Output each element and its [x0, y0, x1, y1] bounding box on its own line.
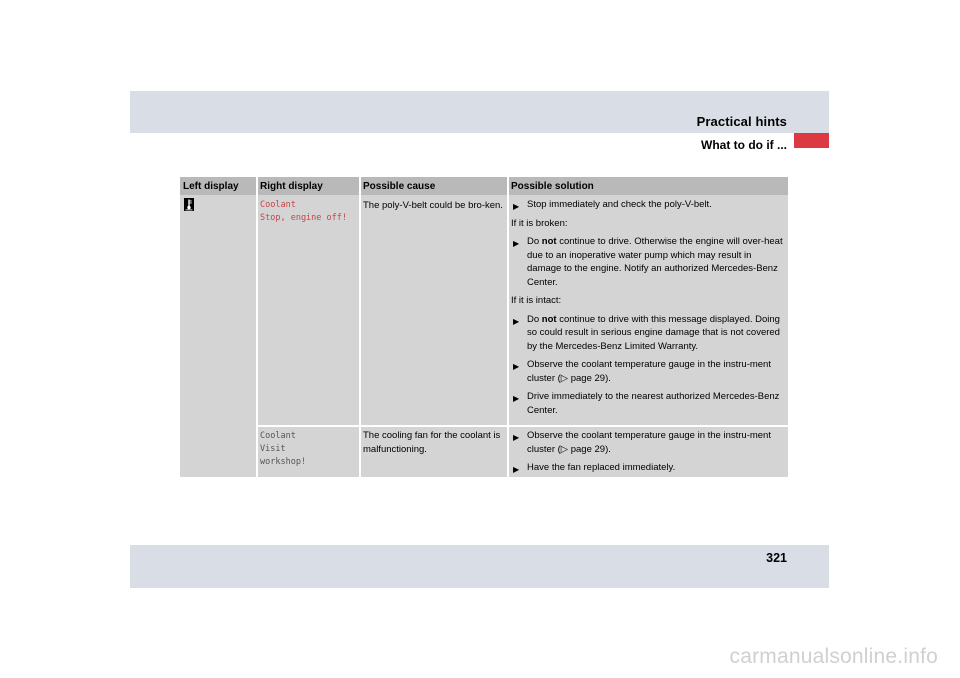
emphasis-text: not: [541, 313, 557, 325]
solution-text: If it is broken:: [511, 217, 568, 229]
solution-text: Stop immediately and check the poly-V-belt.: [527, 199, 712, 210]
column-divider: [256, 177, 258, 477]
coolant-messages-table: [180, 177, 788, 477]
possible-cause-fan: The cooling fan for the coolant is malfunctioning.: [363, 430, 501, 455]
column-header-left-display: Left display: [183, 181, 239, 192]
column-header-possible-cause: Possible cause: [363, 181, 436, 192]
column-divider: [359, 177, 361, 477]
column-header-right-display: Right display: [260, 181, 323, 192]
display-line: Visit: [260, 444, 286, 454]
watermark-text: carmanualsonline.info: [729, 645, 938, 668]
table-header-row: [180, 177, 788, 195]
page-number: 321: [766, 551, 787, 565]
solution-condition: [511, 217, 786, 231]
solution-text: If it is intact:: [511, 295, 562, 306]
solution-text: continue to drive with this message displayed. Doing so could result in serious engine damage that is not covered by the Mercedes-Benz Limited Warranty.: [527, 313, 780, 352]
display-line: Coolant: [260, 431, 296, 441]
solution-step: [511, 358, 786, 385]
possible-solution-belt: [511, 198, 786, 422]
coolant-temperature-icon: [184, 198, 194, 211]
solution-step: [511, 461, 786, 475]
solution-step: [511, 313, 786, 354]
bullet-arrow-icon: ▶: [513, 465, 520, 474]
column-divider: [507, 177, 509, 477]
solution-step: [511, 390, 786, 417]
possible-solution-fan: [511, 429, 786, 480]
solution-step: [511, 235, 786, 289]
footer-band: [130, 545, 829, 588]
bullet-arrow-icon: ▶: [513, 239, 520, 248]
solution-text: continue to drive. Otherwise the engine will over-heat due to an inoperative water pump which may result in damage to the engine. Notify an authorized Mercedes-Benz Center.: [527, 236, 783, 288]
solution-text: Do: [527, 236, 542, 247]
right-display-message-visit-workshop: [260, 430, 356, 469]
emphasis-text: not: [541, 236, 557, 247]
bullet-arrow-icon: ▶: [513, 362, 520, 371]
solution-step: [511, 198, 786, 212]
display-line: workshop!: [260, 457, 307, 467]
bullet-arrow-icon: ▶: [513, 316, 520, 326]
possible-cause-belt: The poly-V-belt could be bro-ken.: [363, 200, 503, 211]
bullet-arrow-icon: ▶: [513, 394, 520, 403]
row-divider: [258, 425, 788, 427]
solution-text: Observe the coolant temperature gauge in the instru-ment cluster (▷ page 29).: [527, 430, 771, 455]
bullet-arrow-icon: ▶: [513, 433, 520, 442]
solution-text: Do: [527, 313, 542, 325]
display-line: Coolant: [260, 200, 296, 210]
subsection-title: What to do if ...: [701, 138, 787, 152]
solution-text: Observe the coolant temperature gauge in the instru-ment cluster (▷ page 29).: [527, 359, 771, 384]
section-title: Practical hints: [696, 114, 787, 129]
right-display-message-stop-engine: [260, 199, 356, 225]
column-header-possible-solution: Possible solution: [511, 181, 594, 192]
display-line: Stop, engine off!: [260, 213, 347, 223]
solution-text: Have the fan replaced immediately.: [527, 462, 676, 473]
solution-step: [511, 429, 786, 456]
solution-text: Drive immediately to the nearest authorized Mercedes-Benz Center.: [527, 391, 780, 416]
bullet-arrow-icon: ▶: [513, 202, 520, 211]
chapter-tab-marker: [794, 133, 829, 148]
solution-condition: [511, 294, 786, 308]
